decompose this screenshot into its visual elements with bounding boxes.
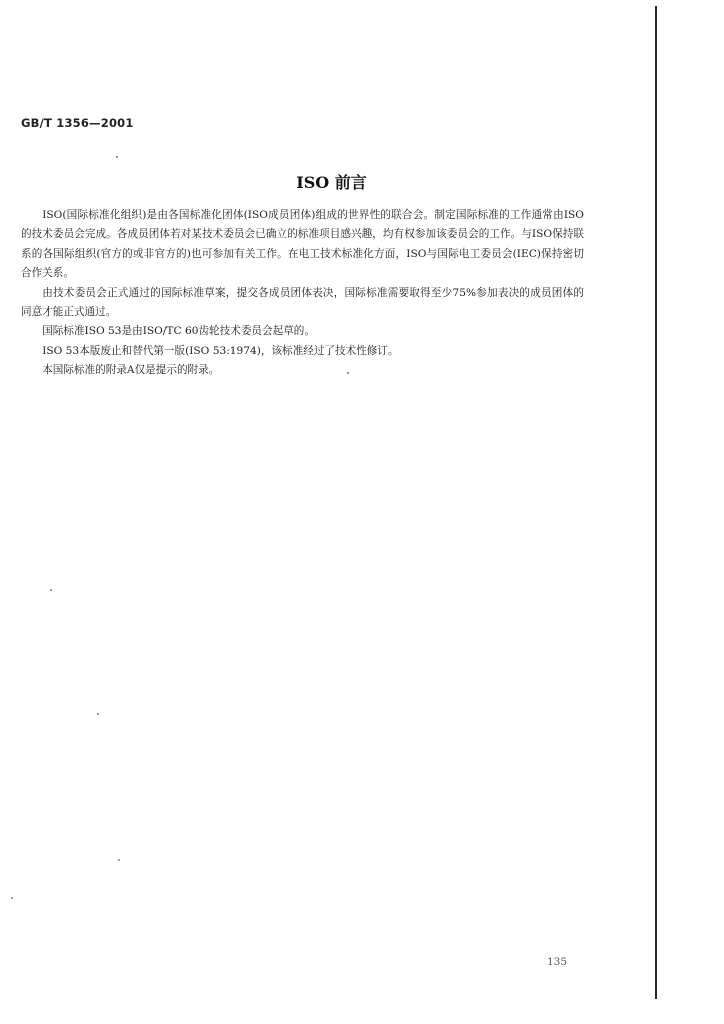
- paragraph-annex: 本国际标准的附录A仅是提示的附录。: [42, 364, 220, 377]
- page-title: ISO 前言: [296, 173, 367, 192]
- scan-speck: [50, 589, 52, 591]
- paragraph-iso-intro: ISO(国际标准化组织)是由各国标准化团体(ISO成员团体)组成的世界性的联合会。制定国际标准的工作通常由ISO的技术委员会完成。各成员团体若对某技术委员会已确立的标准项目感兴趣，均有权参加该委员会的工作。与ISO保持联系的各国际组织(官方的或非官方的)也可参加有关工作。在电工技术标准化方面，ISO与国际电工委员会(IEC)保持密切合作关系。: [21, 209, 584, 280]
- page-number: 135: [547, 956, 568, 968]
- paragraph-voting: 由技术委员会正式通过的国际标准草案，提交各成员团体表决，国际标准需要取得至少75%参加表决的成员团体的同意才能正式通过。: [21, 286, 584, 319]
- paragraph-drafting-committee: 国际标准ISO 53是由ISO/TC 60齿轮技术委员会起草的。: [42, 325, 315, 338]
- scan-speck: [116, 156, 118, 158]
- foreword-body: [21, 206, 584, 381]
- scan-speck: [97, 713, 99, 715]
- scan-speck: [347, 372, 349, 374]
- page-right-border: [655, 6, 657, 999]
- scan-speck: [118, 859, 120, 861]
- scan-speck: [11, 897, 13, 899]
- paragraph-edition-replacement: ISO 53本版废止和替代第一版(ISO 53:1974)，该标准经过了技术性修订。: [42, 344, 399, 357]
- standard-number-header: GB/T 1356—2001: [21, 116, 134, 130]
